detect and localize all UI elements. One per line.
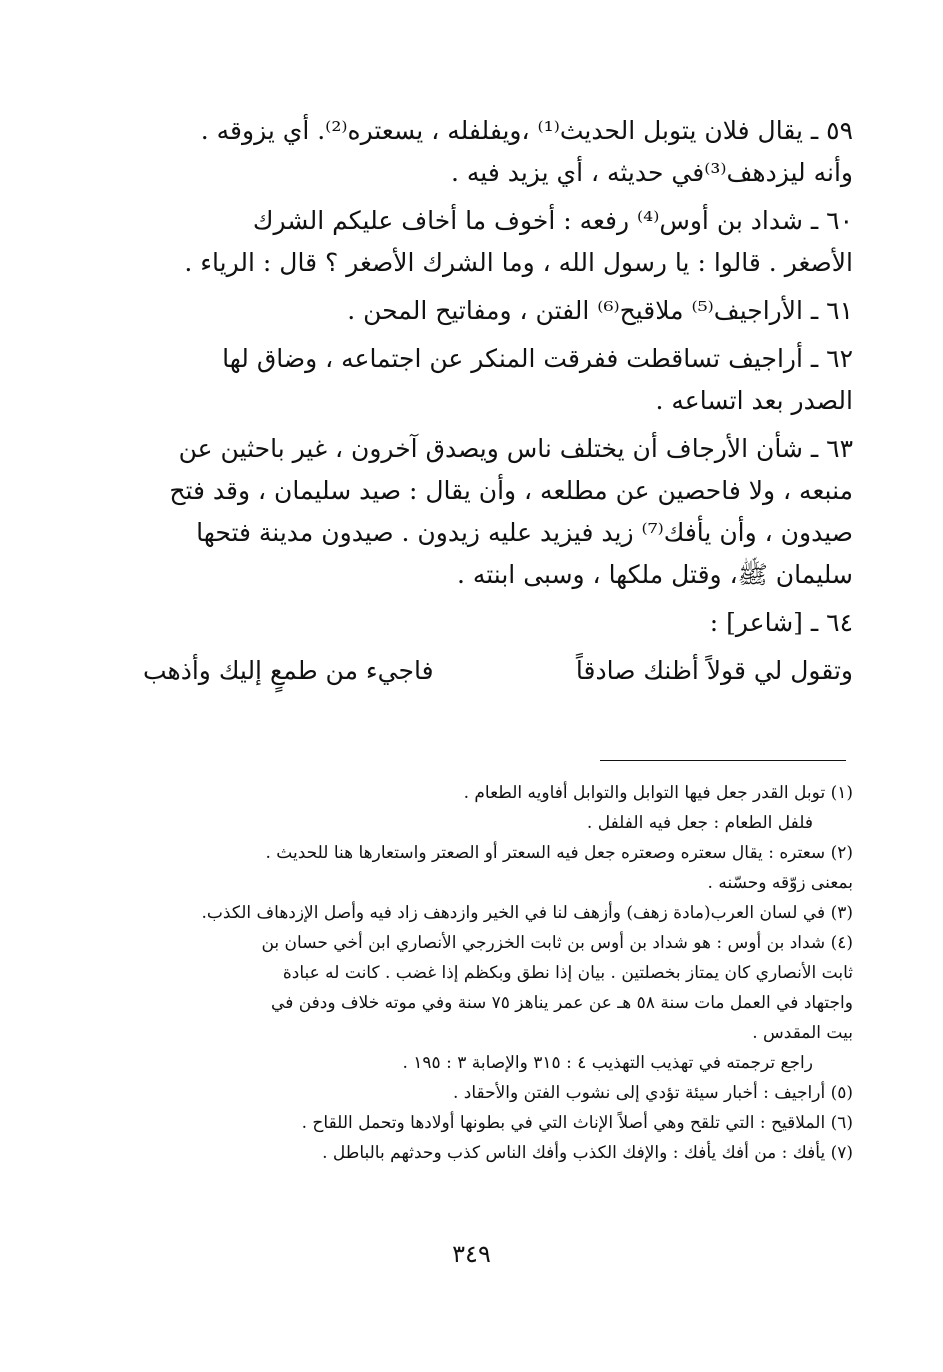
entry-61 [143, 290, 853, 332]
verse-second-hemistich: فاجيء من طمعٍ إليك وأذهب [143, 656, 434, 685]
text-line: وأنه ليزدهف⁽³⁾في حديثه ، أي يزيد فيه . [450, 158, 853, 187]
footnote-1: (١) توبل القدر جعل فيها التوابل والتوابل أفاويه الطعام . [463, 783, 853, 803]
text-line: ٥٩ ـ يقال فلان يتوبل الحديث⁽¹⁾ ،ويفلفله ، يسعتره⁽²⁾. أي يزوقه . [200, 116, 853, 145]
footnote-6: (٦) الملاقيح : التي تلقح وهي أصلاً الإناث التي في بطونها أولادها وتحمل اللقاح . [301, 1113, 853, 1133]
text-line: سليمان ﷺ، وقتل ملكها ، وسبى ابنته . [456, 560, 853, 589]
text-line: منبعه ، ولا فاحصين عن مطلعه ، وأن يقال : صيد سليمان ، وقد فتح [169, 476, 853, 505]
poem-verse [143, 656, 853, 685]
footnote-5: (٥) أراجيف : أخبار سيئة تؤدي إلى نشوب الفتن والأحقاد . [452, 1083, 853, 1103]
footnote-divider [600, 760, 846, 761]
footnote-7: (٧) يأفك : من أفك يأفك : والإفك الكذب وأفك الناس كذب وحدثهم بالباطل . [322, 1143, 853, 1163]
footnote-4-continued: واجتهاد في العمل مات سنة ٥٨ هـ عن عمر يناهز ٧٥ سنة وفي موته خلاف ودفن في [271, 993, 853, 1013]
entry-64 [143, 602, 853, 644]
entry-60 [143, 200, 853, 284]
text-line: الصدر بعد اتساعه . [655, 386, 853, 415]
footnotes [153, 778, 853, 1168]
entry-59 [143, 110, 853, 194]
footnote-2-continued: بمعنى زوّقه وحسّنه . [707, 873, 853, 893]
footnote-1-continued: فلفل الطعام : جعل فيه الفلفل . [586, 813, 813, 833]
text-line: ٦١ ـ الأراجيف⁽⁵⁾ ملاقيح⁽⁶⁾ الفتن ، ومفاتيح المحن . [347, 296, 853, 325]
footnote-3: (٣) في لسان العرب(مادة زهف) وأزهف لنا في الخير وازدهف زاد فيه وأصل الإزدهاف الكذب. [201, 903, 853, 923]
main-text [143, 110, 853, 685]
text-line: ٦٤ ـ [شاعر] : [709, 608, 853, 637]
text-line: صيدون ، وأن يأفك⁽⁷⁾ زيد فيزيد عليه زيدون . صيدون مدينة فتحها [196, 518, 853, 547]
verse-first-hemistich: وتقول لي قولاً أظنك صادقاً [575, 656, 853, 685]
footnote-2: (٢) سعتره : يقال سعتره وصعتره جعل فيه السعتر أو الصعتر واستعارها هنا للحديث . [265, 843, 853, 863]
text-line: الأصغر . قالوا : يا رسول الله ، وما الشرك الأصغر ؟ قال : الرياء . [184, 248, 853, 277]
footnote-4-continued: ثابت الأنصاري كان يمتاز بخصلتين . بيان إذا نطق وبكظم إذا غضب . كانت له عبادة [282, 963, 853, 983]
footnote-4: (٤) شداد بن أوس : هو شداد بن أوس بن ثابت الخزرجي الأنصاري ابن أخي حسان بن [261, 933, 853, 953]
entry-62 [143, 338, 853, 422]
text-line: ٦٠ ـ شداد بن أوس⁽⁴⁾ رفعه : أخوف ما أخاف عليكم الشرك [252, 206, 853, 235]
text-line: ٦٢ ـ أراجيف تساقطت ففرقت المنكر عن اجتماعه ، وضاق لها [222, 344, 853, 373]
footnote-4-reference: راجع ترجمته في تهذيب التهذيب ٤ : ٣١٥ والإصابة ٣ : ١٩٥ . [402, 1053, 813, 1073]
footnote-4-continued: بيت المقدس . [752, 1023, 853, 1043]
text-line: ٦٣ ـ شأن الأرجاف أن يختلف ناس ويصدق آخرون ، غير باحثين عن [178, 434, 853, 463]
page-number: ٣٤٩ [452, 1240, 491, 1268]
entry-63 [143, 428, 853, 596]
